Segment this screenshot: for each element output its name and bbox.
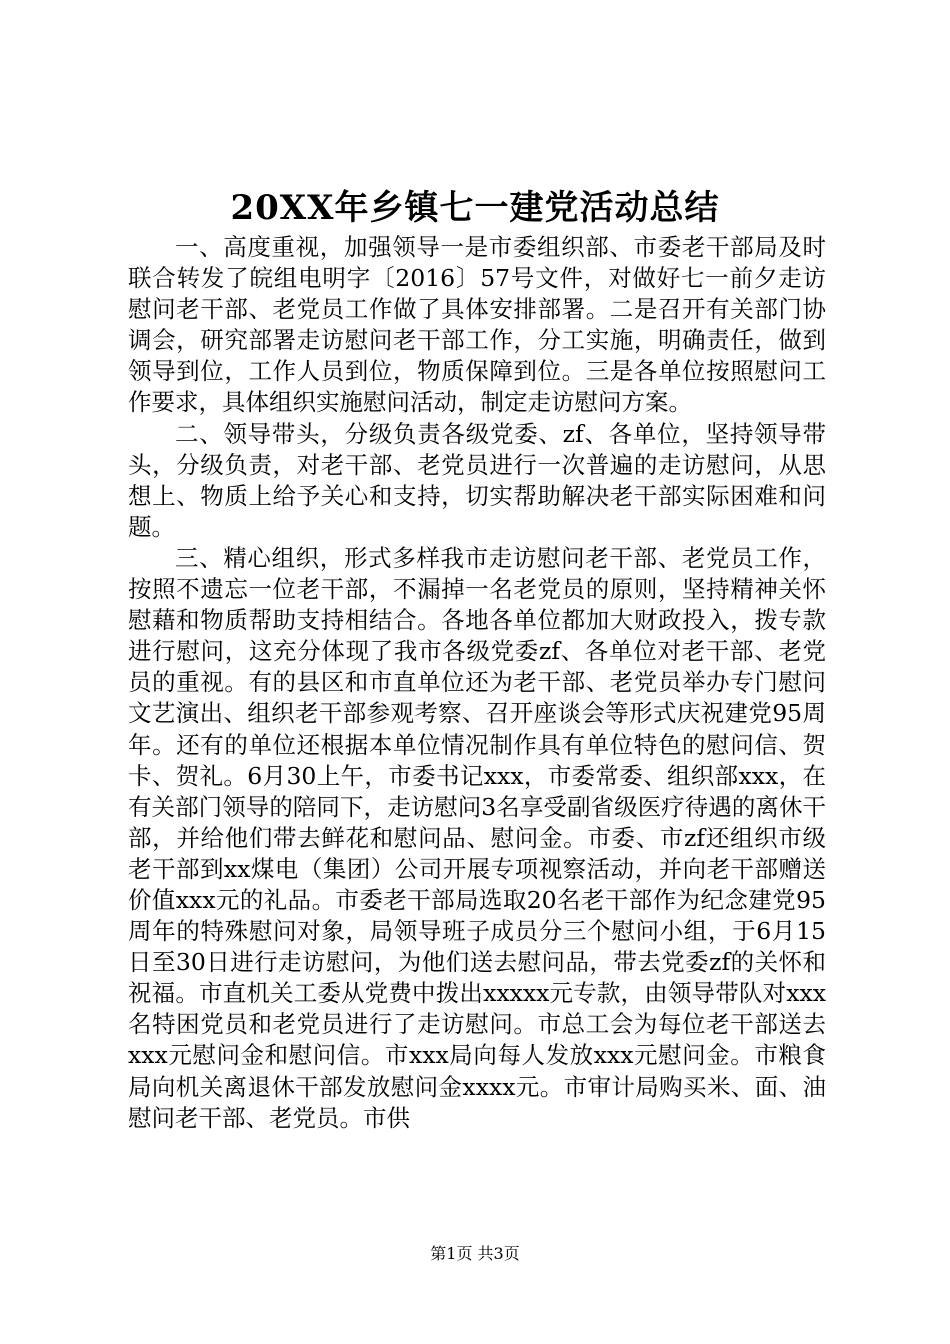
document-title: 20XX年乡镇七一建党活动总结 [230,188,720,228]
paragraph-3: 三、精心组织，形式多样我市走访慰问老干部、老党员工作，按照不遗忘一位老干部，不漏掉一名老党员的原则，坚持精神关怀慰藉和物质帮助支持相结合。各地各单位都加大财政投入，拨专款进行慰问，这充分体现了我市各级党委zf、各单位对老干部、老党员的重视。有的县区和市直单位还为老干部、老党员举办专门慰问文艺演出、组织老干部参观考察、召开座谈会等形式庆祝建党95周年。还有的单位还根据本单位情况制作具有单位特色的慰问信、贺卡、贺礼。6月30上午，市委书记xxx，市委常委、组织部xxx，在有关部门领导的陪同下，走访慰问3名享受副省级医疗待遇的离休干部，并给他们带去鲜花和慰问品、慰问金。市委、市zf还组织市级老干部到xx煤电（集团）公司开展专项视察活动，并向老干部赠送价值xxx元的礼品。市委老干部局选取20名老干部作为纪念建党95周年的特殊慰问对象，局领导班子成员分三个慰问小组，于6月15日至30日进行走访慰问，为他们送去慰问品，带去党委zf的关怀和祝福。市直机关工委从党费中拨出xxxxx元专款，由领导带队对xxx名特困党员和老党员进行了走访慰问。市总工会为每位老干部送去xxx元慰问金和慰问信。市xxx局向每人发放xxx元慰问金。市粮食局向机关离退休干部发放慰问金xxxx元。市审计局购买米、面、油慰问老干部、老党员。市供 [128,543,826,1132]
document-body [128,232,826,1134]
paragraph-2: 二、领导带头，分级负责各级党委、zf、各单位，坚持领导带头，分级负责，对老干部、老党员进行一次普遍的走访慰问，从思想上、物质上给予关心和支持，切实帮助解决老干部实际困难和问题。 [128,419,826,541]
paragraph-1: 一、高度重视，加强领导一是市委组织部、市委老干部局及时联合转发了皖组电明字〔2016〕57号文件，对做好七一前夕走访慰问老干部、老党员工作做了具体安排部署。二是召开有关部门协调会，研究部署走访慰问老干部工作，分工实施，明确责任，做到领导到位，工作人员到位，物质保障到位。三是各单位按照慰问工作要求，具体组织实施慰问活动，制定走访慰问方案。 [128,233,826,417]
page-footer: 第1页 共3页 [430,1244,520,1263]
